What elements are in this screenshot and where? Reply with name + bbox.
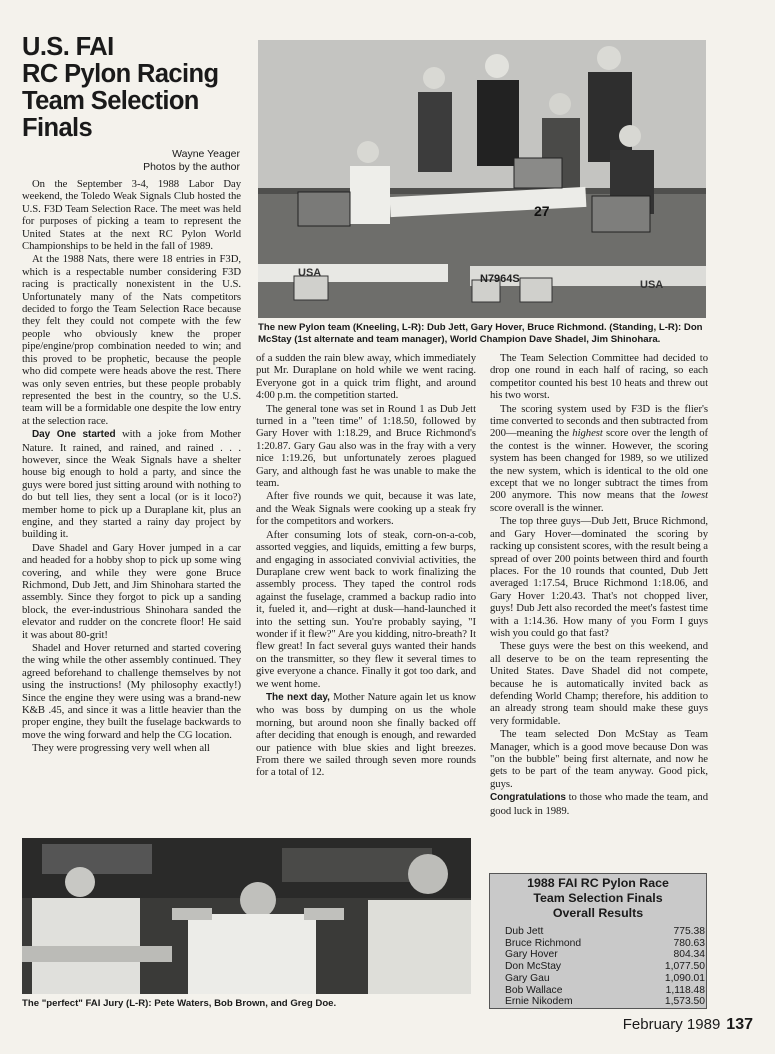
team-photo <box>258 40 706 318</box>
plane-marking: USA <box>640 279 664 291</box>
competitor-name: Don McStay <box>505 961 562 973</box>
results-title-line: Team Selection Finals <box>533 891 663 905</box>
jury-photo-caption: The "perfect" FAI Jury (L-R): Pete Waters, Bob Brown, and Greg Doe. <box>22 998 337 1009</box>
competitor-score: 1,573.50 <box>664 996 705 1008</box>
page-number: 137 <box>726 1016 753 1033</box>
run-in-heading: Day One started <box>32 429 116 441</box>
photo-credit: Photos by the author <box>143 161 240 173</box>
paragraph: They were progressing very well when all <box>32 742 210 755</box>
competitor-score: 804.34 <box>673 949 705 961</box>
emphasis: highest <box>572 427 603 440</box>
paragraph-text: score over the length of the contest is the winner. However, the scoring system has been changed for 1989, so we utilized the new system, which is identical to the old one except that we no longer subtract the times from 200 anymore. This now means that the <box>490 427 708 502</box>
results-title-line: Overall Results <box>552 906 644 920</box>
page-footer <box>623 1016 753 1034</box>
results-table <box>505 926 705 1008</box>
byline <box>24 148 240 174</box>
competitor-name: Gary Hover <box>505 949 558 961</box>
results-row <box>505 996 705 1008</box>
results-row <box>505 938 705 950</box>
title-line: Team Selection <box>22 87 199 115</box>
results-title-line: 1988 FAI RC Pylon Race <box>527 876 669 890</box>
paragraph: On the September 3-4, 1988 Labor Day weekend, the Toledo Weak Signals Club hosted the U.S. F3D Team Selection Race. The meet was held for purposes of picking a team to represent the United States at the next RC Pylon World Championships to be held in the fall of 1989. <box>22 178 241 253</box>
column-1 <box>22 178 241 826</box>
plane-marking: USA <box>298 267 322 279</box>
competitor-score: 780.63 <box>673 937 705 949</box>
plane-marking: N7964S <box>480 273 520 285</box>
competitor-name: Ernie Nikodem <box>505 996 573 1008</box>
column-3 <box>490 352 708 864</box>
results-row <box>505 973 705 985</box>
paragraph: The general tone was set in Round 1 as Dub Jett turned in a "teen time" of 1:18.50, followed by Gary Hover with 1:18.29, and Bruce Richmond's 1:20.87. Gary Gau also was in the fray with a very nice 1:19.26, but unfortunately zeroes plagued Gary, and although fast he was unable to make the team. <box>256 402 476 490</box>
results-row <box>505 961 705 973</box>
results-box <box>489 873 707 1009</box>
paragraph-text: with a joke from Mother Nature. It rained, and rained, and rained . . . however, since the Weak Signals have a shelter house big enough to hold a party, and since the guys were bored just sitting around with nothing to do but tell lies, they sent a local (or is it loco?) member home to pick up a Duraplane kit, plus an engine, and they started a rainy day project by building it. <box>22 428 241 541</box>
emphasis: lowest <box>680 489 708 502</box>
paragraph: Shadel and Hover returned and started covering the wing while the other assembly continued. They agreed beforehand to challenge themselves by not using the instructions! (My philosophy exactly!) Since the engine they were using was a brand-new K&B .45, and since it was a little heavier than the proper engine, they built the fuselage backwards to move the wing forward and help the CG location. <box>22 642 241 741</box>
title-line: Finals <box>22 114 93 142</box>
run-in-heading: Congratulations <box>490 792 566 804</box>
paragraph: of a sudden the rain blew away, which immediately put Mr. Duraplane on hold while we went racing. Everyone got in a quick trim flight, and around 4:00 p.m. the competition started. <box>256 352 476 402</box>
paragraph: After consuming lots of steak, corn-on-a-cob, assorted veggies, and liquids, emitting a few burps, and engaging in associated convivial activities, the Duraplane crew went back to work finalizing the assembly process. They taped the control rods against the fuselage, crammed a backup radio into it, fueled it, and—right at dusk—hand-launched it into the setting sun. You're probably saying, "I wonder if it flew?" Are you kidding, nitro-breath? It flew great! In fact several guys wanted their hands on the transmitter, so they flew it several times to give everyone a chance. Finally it got too dark, and we went home. <box>256 528 476 690</box>
paragraph-text: to those who made the team, and good luck in 1989. <box>490 791 708 817</box>
plane-marking: 27 <box>534 203 550 219</box>
paragraph <box>256 691 476 779</box>
paragraph: After five rounds we quit, because it was late, and the Weak Signals were cooking up a steak fry for the competitors and workers. <box>256 490 476 528</box>
competitor-score: 775.38 <box>673 926 705 937</box>
results-row <box>505 949 705 961</box>
column-2 <box>256 352 476 836</box>
title-line: RC Pylon Racing <box>22 60 219 88</box>
paragraph: The Team Selection Committee had decided to drop one round in each half of racing, so each competitor counted his best 10 heats and threw out his two worst. <box>490 352 708 402</box>
team-photo-caption: The new Pylon team (Kneeling, L-R): Dub Jett, Gary Hover, Bruce Richmond. (Standing, L-R): Don McStay (1st alternate and team manager), World Champion Dave Shadel, Jim Shinohara. <box>258 322 703 346</box>
competitor-score: 1,118.48 <box>665 984 705 996</box>
paragraph <box>490 791 708 817</box>
competitor-name: Dub Jett <box>505 926 544 937</box>
paragraph: The top three guys—Dub Jett, Bruce Richmond, and Gary Hover—dominated the scoring by racking up consistent scores, with the result being a spread of over 200 points between third and fourth places. For the 10 rounds that counted, Dub Jett averaged 1:17.54, Bruce Richmond 1:18.06, and Gary Hover 1:20.43. That's not chopped liver, guys! Dub Jett also recorded the meet's fastest time with a 1:14.36. How many of you Form I guys wish you could go that fast? <box>490 515 708 639</box>
competitor-name: Bruce Richmond <box>505 937 582 949</box>
competitor-score: 1,077.50 <box>664 961 705 973</box>
results-row <box>505 985 705 997</box>
jury-photo-illustration <box>22 838 471 994</box>
paragraph-text: Mother Nature again let us know who was boss by dumping on us the whole morning, but around noon she finally backed off after deciding that enough is enough, and rewarded our patience with blue skies and light breezes. From there we sailed through seven more rounds for a total of 12. <box>256 690 476 779</box>
issue-date: February 1989 <box>622 1016 721 1033</box>
paragraph: At the 1988 Nats, there were 18 entries in F3D, which is a respectable number considering F3D racing is practically nonexistent in the U.S. Unfortunately many of the Nats competitors decided to forgo the Team Selection Race because they felt they could not compete with the few people who obviously knew the proper pipe/engine/prop combination needed to win; and this proved to be prophetic, because the people who did compete were heads above the rest. There was only seven entries, but these people probably represented the best in the country, so the U.S. team will be a formidable one despite the low entry at the selection race. <box>22 253 241 427</box>
run-in-heading: The next day, <box>266 691 330 703</box>
paragraph: These guys were the best on this weekend, and all deserve to be on the team representing the United States. Dave Shadel did not compete, because he is automatically invited back as defending World Champ; therefore, his addition to an already strong team should make these guys very formidable. <box>490 640 708 727</box>
paragraph <box>22 428 241 541</box>
paragraph: The team selected Don McStay as Team Manager, which is a good move because Don was "on the bubble" being first alternate, and now he gets to be part of the team anyway. Good pick, guys. <box>490 728 708 790</box>
title-line: U.S. FAI <box>22 33 114 61</box>
team-photo-illustration <box>258 40 706 318</box>
competitor-name: Gary Gau <box>505 972 550 984</box>
competitor-name: Bob Wallace <box>505 984 563 996</box>
results-title <box>490 876 706 921</box>
competitor-score: 1,090.01 <box>664 972 705 984</box>
paragraph-text: score overall is the winner. <box>490 501 604 514</box>
article-title <box>22 34 254 142</box>
jury-photo <box>22 838 471 994</box>
author-name: Wayne Yeager <box>172 148 240 160</box>
paragraph <box>490 403 708 515</box>
paragraph: Dave Shadel and Gary Hover jumped in a car and headed for a hobby shop to pick up some wing covering, and while they were gone Bruce Richmond, Dub Jett, and Jim Shinohara started the assembly. Since they forgot to pick up a sanding block, the ever-industrious Shinohara sanded the elevator and rudder on the concrete floor! He said it was about 80-grit! <box>22 541 241 641</box>
results-row <box>505 926 705 938</box>
paragraph-text: The scoring system used by F3D is the flier's time converted to seconds and then subtracted from 200—meaning the <box>490 402 708 440</box>
